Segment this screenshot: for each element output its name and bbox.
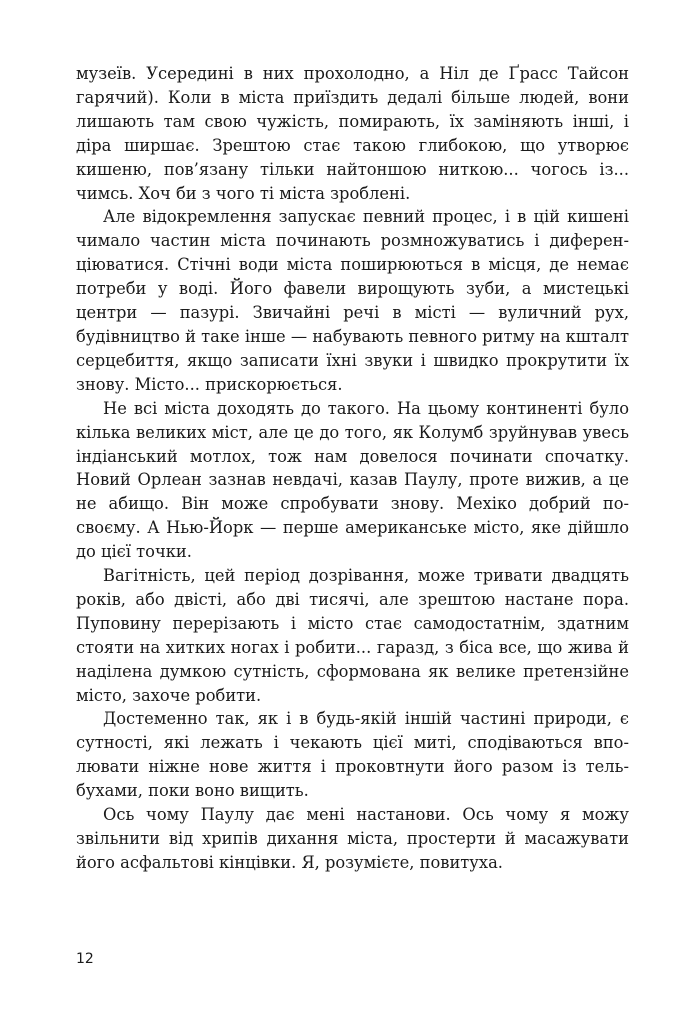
paragraph-4: Вагітність, цей період дозрівання, може тривати двадцять років, або двісті, або дві тисячі, але зрештою настане пора. Пуповину перерізають і місто стає самодостатнім, здатним стояти на хитких ногах і робити... гаразд, з біса все, що жива й наділена думкою сутність, сформована як велике претензійне місто, захоче робити. — [76, 566, 629, 705]
paragraph-3: Не всі міста доходять до такого. На цьому континенті було кілька великих міст, але це до того, як Колумб зруйнував увесь індіанський мотлох, тож нам довелося починати спочатку. Новий Орлеан зазнав невдачі, казав Паулу, проте вижив, а це не абищо. Він може спробувати знову. Мехіко добрий по-своєму. А Нью-Йорк — перше американське місто, яке дійшло до цієї точки. — [76, 398, 629, 562]
paragraph-1: музеїв. Усередині в них прохолодно, а Ніл де Ґрасс Тайсон гарячий). Коли в міста приїздить дедалі більше людей, вони лишають там свою чужість, помирають, їх заміняють інші, і діра ширшає. Зрештою стає такою глибокою, що утворює кишеню, пов’язану тільки найтоншою ниткою... чогось із... чимсь. Хоч би з чого ті міста зроблені. — [76, 64, 629, 203]
paragraph-6: Ось чому Паулу дає мені настанови. Ось чому я можу звільнити від хрипів дихання міста, простерти й масажувати його асфальтові кінцівки. Я, розумієте, повитуха. — [76, 805, 629, 872]
paragraph-2: Але відокремлення запускає певний процес, і в цій кишені чимало частин міста починають розмножуватись і диференціюватися. Стічні води міста поширюються в місця, де немає потреби у воді. Його фавели вирощують зуби, а мистецькі центри — пазурі. Звичайні речі в місті — вуличний рух, будівництво й таке інше — набувають певного ритму на кшталт серцебиття, якщо записати їхні звуки і швидко прокрутити їх знову. Місто... прискорюється. — [76, 207, 629, 394]
paragraph-5: Достеменно так, як і в будь-якій іншій частині природи, є сутності, які лежать і чекають цієї миті, сподіваються вполювати ніжне нове життя і проковтнути його разом із тельбухами, поки воно вищить. — [76, 709, 629, 801]
page-body — [76, 62, 629, 875]
page-number: 12 — [76, 951, 94, 967]
